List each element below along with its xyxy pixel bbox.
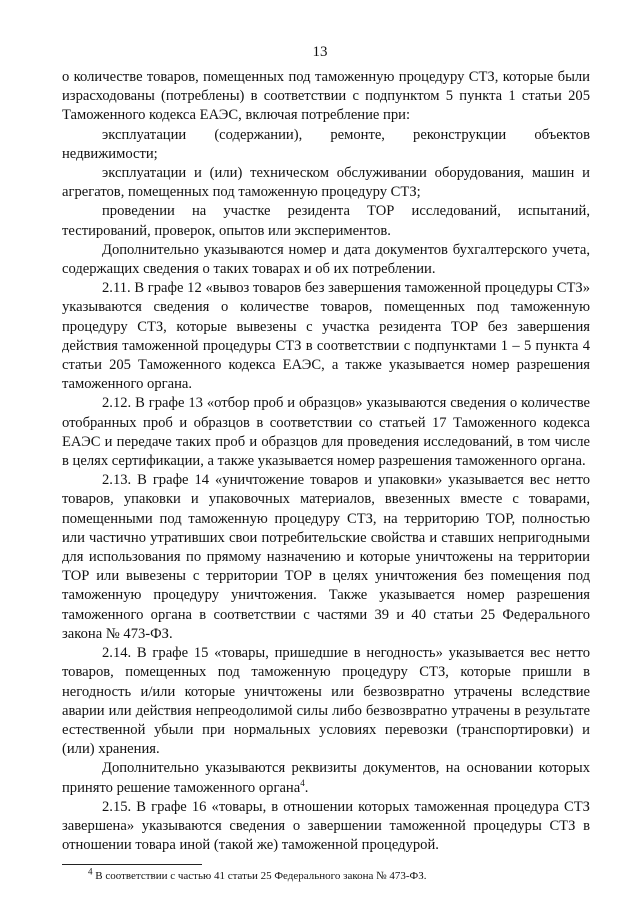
paragraph: эксплуатации и (или) техническом обслуживании оборудования, машин и агрегатов, помещенных под таможенную процедуру СТЗ; xyxy=(62,165,590,201)
paragraph: Дополнительно указываются номер и дата документов бухгалтерского учета, содержащих сведения о таких товарах и об их потреблении. xyxy=(62,241,590,278)
footnote-mark: 4 xyxy=(88,866,93,877)
paragraph-with-footnote xyxy=(62,759,590,797)
paragraph: о количестве товаров, помещенных под таможенную процедуру СТЗ, которые были израсходованы (потреблены) в соответствии с подпунктом 5 пункта 1 статьи 205 Таможенного кодекса ЕАЭС, включая потребление при: xyxy=(62,69,590,124)
footnote-separator xyxy=(62,864,202,865)
paragraph: 2.11. В графе 12 «вывоз товаров без завершения таможенной процедуры СТЗ» указываются сведения о количестве товаров, помещенных под таможенную процедуру СТЗ, которые вывезены с участка резидента ТОР без завершения действия таможенной процедуры СТЗ в соответствии с подпунктами 1 – 5 пункта 4 статьи 205 Таможенного кодекса ЕАЭС, а также указывается номер разрешения таможенного органа. xyxy=(62,280,590,393)
paragraph-end: . xyxy=(304,779,309,796)
paragraph: 2.15. В графе 16 «товары, в отношении которых таможенная процедура СТЗ завершена» указываются сведения о завершении таможенной процедуры СТЗ в отношении товара иной (такой же) таможенной процедурой. xyxy=(62,798,590,854)
page-number: 13 xyxy=(312,44,328,60)
footnote xyxy=(88,866,427,882)
document-body xyxy=(62,68,590,855)
paragraph: эксплуатации (содержании), ремонте, реконструкции объектов недвижимости; xyxy=(62,126,590,162)
paragraph: проведении на участке резидента ТОР исследований, испытаний, тестирований, проверок, опытов или экспериментов. xyxy=(62,203,590,239)
paragraph: 2.12. В графе 13 «отбор проб и образцов» указываются сведения о количестве отобранных проб и образцов в соответствии со статьей 17 Таможенного кодекса ЕАЭС и передаче таких проб и образцов для проведения исследований, в том числе в целях сертификации, а также указывается номер разрешения таможенного органа. xyxy=(62,395,590,470)
paragraph: 2.14. В графе 15 «товары, пришедшие в негодность» указывается вес нетто товаров, помещенных под таможенную процедуру СТЗ, которые пришли в негодность и/или которые уничтожены или безвозвратно утрачены вследствие аварии или действия непреодолимой силы либо безвозвратно утрачены в результате естественной убыли при нормальных условиях перевозки (транспортировки) и (или) хранения. xyxy=(62,645,590,758)
footnote-reference: 4 xyxy=(300,777,305,788)
paragraph-text: Дополнительно указываются реквизиты документов, на основании которых принято решение таможенного органа xyxy=(62,760,590,796)
paragraph: 2.13. В графе 14 «уничтожение товаров и упаковки» указывается вес нетто товаров, упаковки и упаковочных материалов, ввезенных вместе с товарами, помещенными под таможенную процедуру СТЗ, на территорию ТОР, полностью или частично утративших свои потребительские свойства и ставших непригодными для использования по прямому назначению и которые уничтожены на территории ТОР или вывезены с территории ТОР в целях уничтожения без помещения под таможенную процедуру уничтожения. Также указывается номер разрешения таможенного органа в соответствии с частями 39 и 40 статьи 25 Федерального закона № 473-ФЗ. xyxy=(62,472,590,642)
footnote-text: В соответствии с частью 41 статьи 25 Федерального закона № 473-ФЗ. xyxy=(95,870,427,882)
